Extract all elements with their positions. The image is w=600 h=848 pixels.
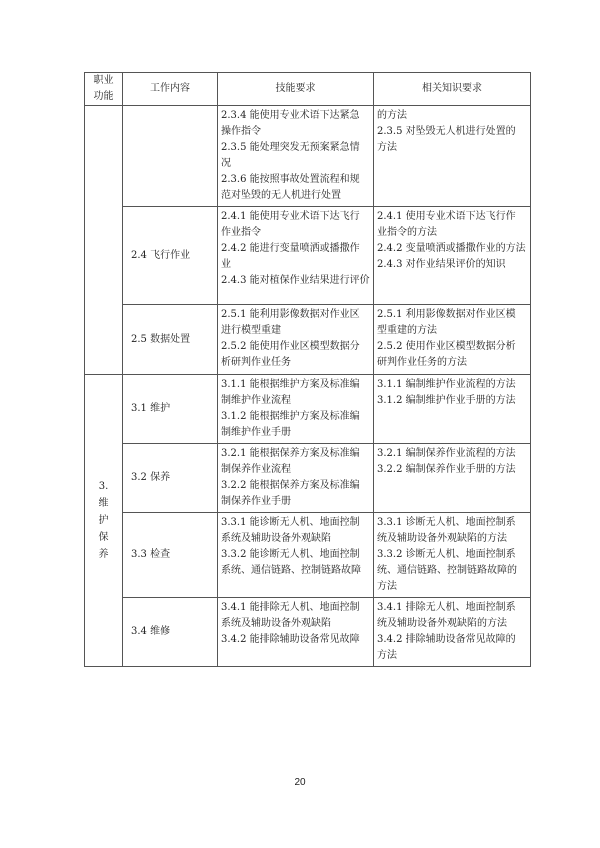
knowledge-cell: 2.4.1 使用专业术语下达飞行作 业指令的方法 2.4.2 变量喷洒或播撒作业的方法 2.4.3 对作业结果评价的知识 <box>374 207 531 305</box>
header-skill: 技能要求 <box>218 73 374 106</box>
content-cell: 3.1 维护 <box>123 375 218 444</box>
knowledge-cell: 的方法 2.3.5 对坠毁无人机进行处置的 方法 <box>374 106 531 207</box>
knowledge-cell: 3.3.1 诊断无人机、地面控制系 统及辅助设备外观缺陷的方法 3.3.2 诊断无人机、地面控制系 统、通信链路、控制链路故障的 方法 <box>374 513 531 598</box>
skill-cell: 2.4.1 能使用专业术语下达飞行 作业指令 2.4.2 能进行变量喷洒或播撒作 业 2.4.3 能对植保作业结果进行评价 <box>218 207 374 305</box>
page-number: 20 <box>294 777 306 788</box>
header-content: 工作内容 <box>123 73 218 106</box>
skill-cell: 3.1.1 能根据维护方案及标准编 制维护作业流程 3.1.2 能根据维护方案及标准编 制维护作业手册 <box>218 375 374 444</box>
knowledge-cell: 3.4.1 排除无人机、地面控制系 统及辅助设备外观缺陷的方法 3.4.2 排除辅助设备常见故障的 方法 <box>374 598 531 667</box>
knowledge-cell: 3.2.1 编制保养作业流程的方法 3.2.2 编制保养作业手册的方法 <box>374 444 531 513</box>
skill-cell: 3.4.1 能排除无人机、地面控制 系统及辅助设备外观缺陷 3.4.2 能排除辅助设备常见故障 <box>218 598 374 667</box>
function-cell-maintenance <box>85 375 123 667</box>
content-cell: 3.3 检查 <box>123 513 218 598</box>
content-cell: 3.4 维修 <box>123 598 218 667</box>
content-cell: 2.4 飞行作业 <box>123 207 218 305</box>
knowledge-cell: 2.5.1 利用影像数据对作业区模 型重建的方法 2.5.2 使用作业区模型数据分析 研判作业任务的方法 <box>374 305 531 375</box>
table-row <box>85 598 531 667</box>
table-header-row <box>85 73 531 106</box>
table-row <box>85 375 531 444</box>
skill-cell: 3.3.1 能诊断无人机、地面控制 系统及辅助设备外观缺陷 3.3.2 能诊断无人机、地面控制 系统、通信链路、控制链路故障 <box>218 513 374 598</box>
skills-table <box>84 72 531 667</box>
skill-cell: 2.3.4 能使用专业术语下达紧急 操作指令 2.3.5 能处理突发无预案紧急情 况 2.3.6 能按照事故处置流程和规 范对坠毁的无人机进行处置 <box>218 106 374 207</box>
table-row <box>85 513 531 598</box>
header-function: 职业 功能 <box>85 73 123 106</box>
skill-cell: 3.2.1 能根据保养方案及标准编 制保养作业流程 3.2.2 能根据保养方案及标准编 制保养作业手册 <box>218 444 374 513</box>
table-row <box>85 207 531 305</box>
content-cell <box>123 106 218 207</box>
table-row <box>85 444 531 513</box>
skill-cell: 2.5.1 能利用影像数据对作业区 进行模型重建 2.5.2 能使用作业区模型数据分 析研判作业任务 <box>218 305 374 375</box>
table-row <box>85 305 531 375</box>
table-row <box>85 106 531 207</box>
content-cell: 3.2 保养 <box>123 444 218 513</box>
content-cell: 2.5 数据处置 <box>123 305 218 375</box>
maintenance-label: 3. 维 护 保 养 <box>98 481 109 560</box>
knowledge-cell: 3.1.1 编制维护作业流程的方法 3.1.2 编制维护作业手册的方法 <box>374 375 531 444</box>
header-knowledge: 相关知识要求 <box>374 73 531 106</box>
function-cell-flight <box>85 106 123 375</box>
